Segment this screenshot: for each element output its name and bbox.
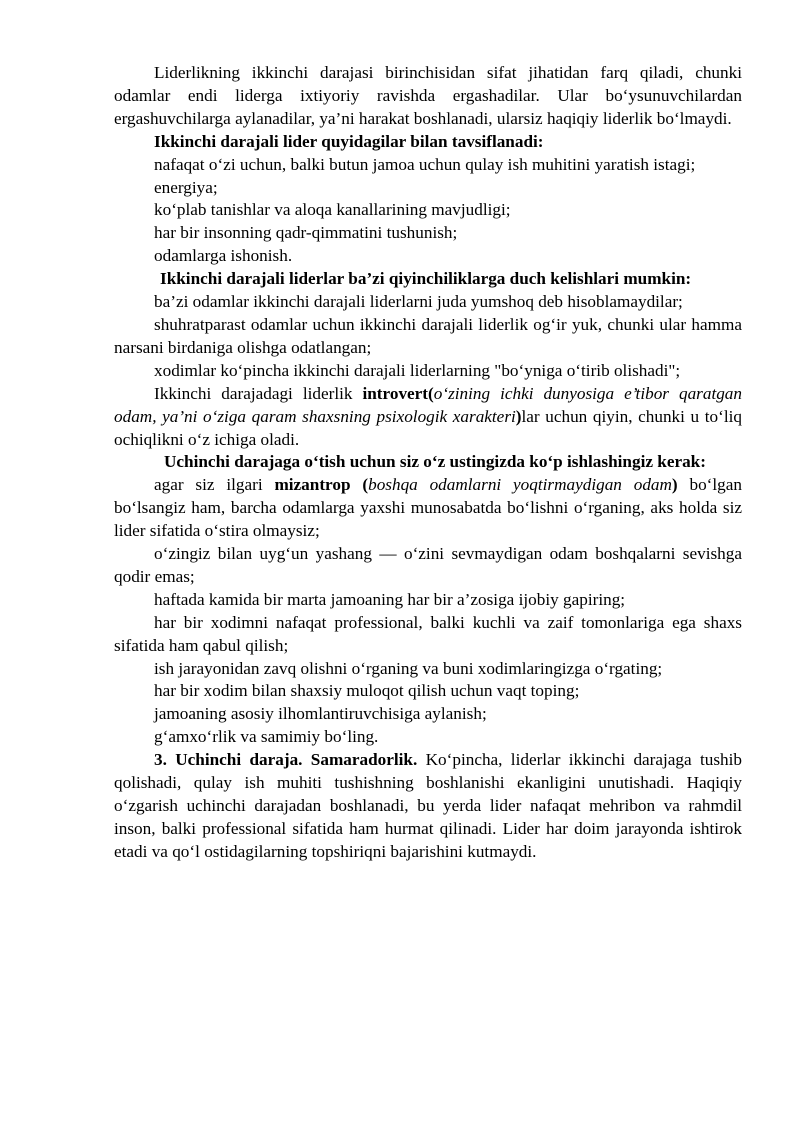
list-item: har bir insonning qadr-qimmatini tushunish; bbox=[154, 223, 458, 243]
list-item: ko‘plab tanishlar va aloqa kanallarining mavjudligi; bbox=[154, 200, 511, 220]
list-item: haftada kamida bir marta jamoaning har bir a’zosiga ijobiy gapiring; bbox=[154, 589, 626, 609]
text-run: Ikkinchi darajadagi liderlik bbox=[154, 383, 363, 403]
paragraph-third-level bbox=[114, 749, 742, 864]
list-item: nafaqat o‘zi uchun, balki butun jamoa uchun qulay ish muhitini yaratish istagi; bbox=[154, 154, 696, 174]
heading-text: Uchinchi darajaga o‘tish uchun siz o‘z ustingizda ko‘p ishlashingiz kerak: bbox=[164, 452, 706, 472]
section-heading: 3. Uchinchi daraja. Samaradorlik. bbox=[154, 750, 418, 770]
term-misanthrope: mizantrop ( bbox=[274, 475, 369, 495]
text-run: lar uchun qiyin, chunki u to‘liq ochiqlikni o‘z ichiga oladi. bbox=[114, 406, 742, 449]
list-item: jamoaning asosiy ilhomlantiruvchisiga aylanish; bbox=[154, 704, 487, 724]
list-item: energiya; bbox=[154, 177, 218, 197]
term-definition: boshqa odamlarni yoqtirmaydigan odam bbox=[368, 475, 672, 495]
heading-text: Ikkinchi darajali liderlar ba’zi qiyinchiliklarga duch kelishlari mumkin: bbox=[160, 269, 692, 289]
list-item: odamlarga ishonish. bbox=[154, 246, 293, 266]
list-item: ish jarayonidan zavq olishni o‘rganing va buni xodimlaringizga o‘rgating; bbox=[154, 658, 663, 678]
term-close: ) bbox=[671, 475, 678, 495]
text-run: bo‘lgan bo‘lsangiz ham, barcha odamlarga yaxshi munosabatda bo‘lishni o‘rganing, aks holda siz lider sifatida o‘stira olmaysiz; bbox=[114, 475, 742, 541]
list-item: o‘zingiz bilan uyg‘un yashang — o‘zini sevmaydigan odam boshqalarni sevishga qodir emas; bbox=[114, 544, 742, 586]
document-page bbox=[114, 62, 742, 864]
text-run: agar siz ilgari bbox=[154, 475, 275, 495]
list-item: ba’zi odamlar ikkinchi darajali liderlarni juda yumshoq deb hisoblamaydilar; bbox=[154, 292, 683, 312]
list-item-misanthrope bbox=[114, 474, 742, 543]
term-introvert: introvert( bbox=[362, 383, 434, 403]
heading-text: Ikkinchi darajali lider quyidagilar bilan tavsiflanadi: bbox=[154, 131, 544, 151]
list-item-introvert bbox=[114, 383, 742, 452]
heading-second-level-difficulties bbox=[114, 268, 742, 291]
heading-second-level-traits bbox=[114, 131, 742, 154]
paragraph-intro: Liderlikning ikkinchi darajasi birinchisidan sifat jihatidan farq qiladi, chunki odamlar endi liderga ixtiyoriy ravishda ergashadilar. Ular bo‘ysunuvchilardan ergashuvchilarga aylanadilar, ya’ni harakat boshlanadi, ularsiz haqiqiy liderlik bo‘lmaydi. bbox=[114, 63, 742, 128]
heading-third-level-transition bbox=[114, 451, 742, 474]
list-item: g‘amxo‘rlik va samimiy bo‘ling. bbox=[154, 727, 379, 747]
list-item: shuhratparast odamlar uchun ikkinchi darajali liderlik og‘ir yuk, chunki ular hamma narsani birdaniga olishga odatlangan; bbox=[114, 314, 742, 357]
term-definition: o‘zining ichki dunyosiga e’tibor qaratgan odam, ya’ni o‘ziga qaram shaxsning psixologik xarakteri bbox=[114, 383, 742, 426]
list-item: har bir xodim bilan shaxsiy muloqot qilish uchun vaqt toping; bbox=[154, 681, 580, 701]
term-close: ) bbox=[515, 406, 522, 426]
list-item: xodimlar ko‘pincha ikkinchi darajali liderlarning "bo‘yniga o‘tirib olishadi"; bbox=[154, 360, 681, 380]
text-run: Ko‘pincha, liderlar ikkinchi darajaga tushib qolishadi, qulay ish muhiti tushishning boshlanishi ekanligini unutishadi. Haqiqiy o‘zgarish uchinchi darajadan boshlanadi, bu yerda lider nafaqat mehribon va rahmdil inson, balki professional sifatida ham hurmat qilinadi. Lider har doim jarayonda ishtirok etadi va qo‘l ostidagilarning topshiriqni bajarishini kutmaydi. bbox=[114, 750, 743, 861]
list-item: har bir xodimni nafaqat professional, balki kuchli va zaif tomonlariga ega shaxs sifatida ham qabul qilish; bbox=[114, 612, 742, 655]
